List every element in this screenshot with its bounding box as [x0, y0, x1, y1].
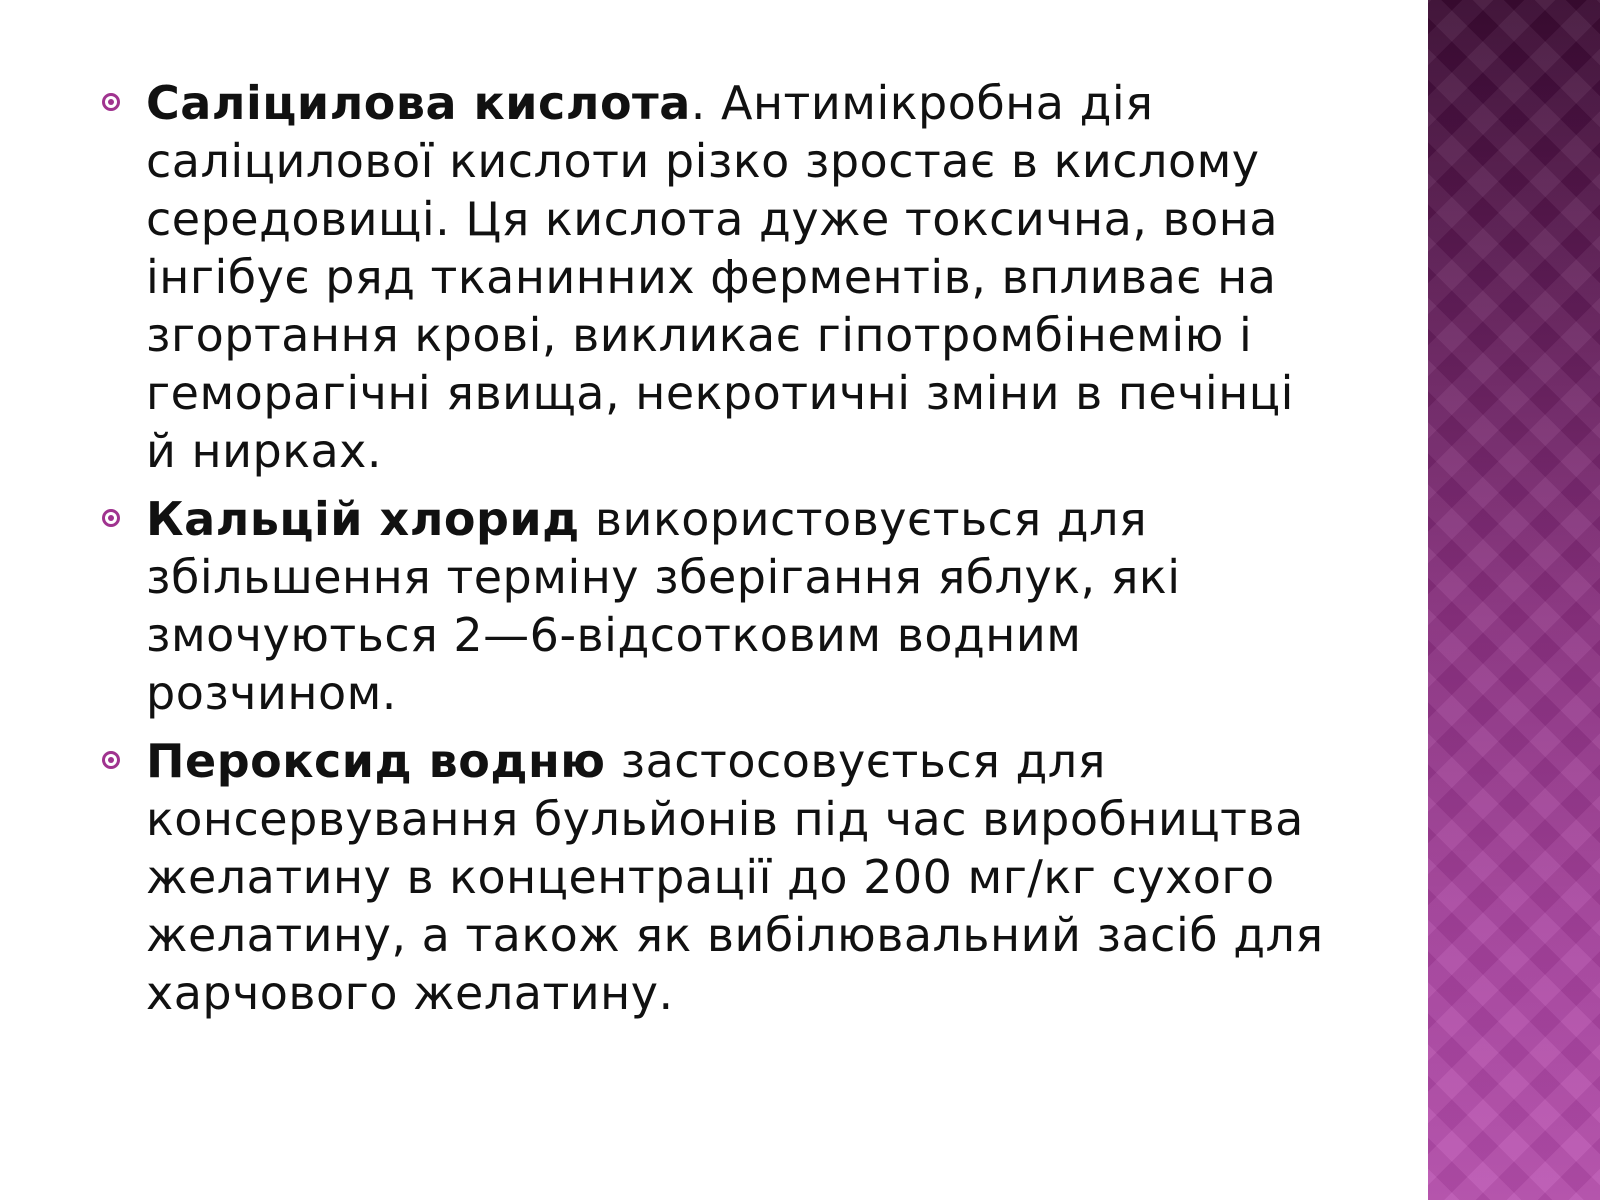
bullet-text: застосовується для консервування бульйонів під час виробництва желатину в концентрації до 200 мг/кг сухого желатину, а також як вибілювальний засіб для харчового желатину.	[146, 734, 1324, 1020]
bullet-item-hydrogen-peroxide	[96, 732, 1336, 1022]
bullet-term: Кальцій хлорид	[146, 492, 580, 546]
bullet-item-salicylic-acid	[96, 74, 1336, 480]
bullet-text: . Антимікробна дія саліцилової кислоти різко зростає в кислому середовищі. Ця кислота дуже токсична, вона інгібує ряд тканинних ферментів, впливає на згортання крові, викликає гіпотромбінемію і геморагічні явища, некротичні зміни в печінці й нирках.	[146, 76, 1294, 478]
bullet-term: Пероксид водню	[146, 734, 606, 788]
decorative-side-band	[1428, 0, 1600, 1200]
bullet-item-calcium-chloride	[96, 490, 1336, 722]
bullet-list	[96, 74, 1336, 1032]
circle-bullet-icon	[102, 93, 120, 111]
circle-bullet-icon	[102, 751, 120, 769]
bullet-term: Саліцилова кислота	[146, 76, 691, 130]
bullet-text: використовується для збільшення терміну зберігання яблук, які змочуються 2—6-відсотковим водним розчином.	[146, 492, 1181, 720]
circle-bullet-icon	[102, 509, 120, 527]
